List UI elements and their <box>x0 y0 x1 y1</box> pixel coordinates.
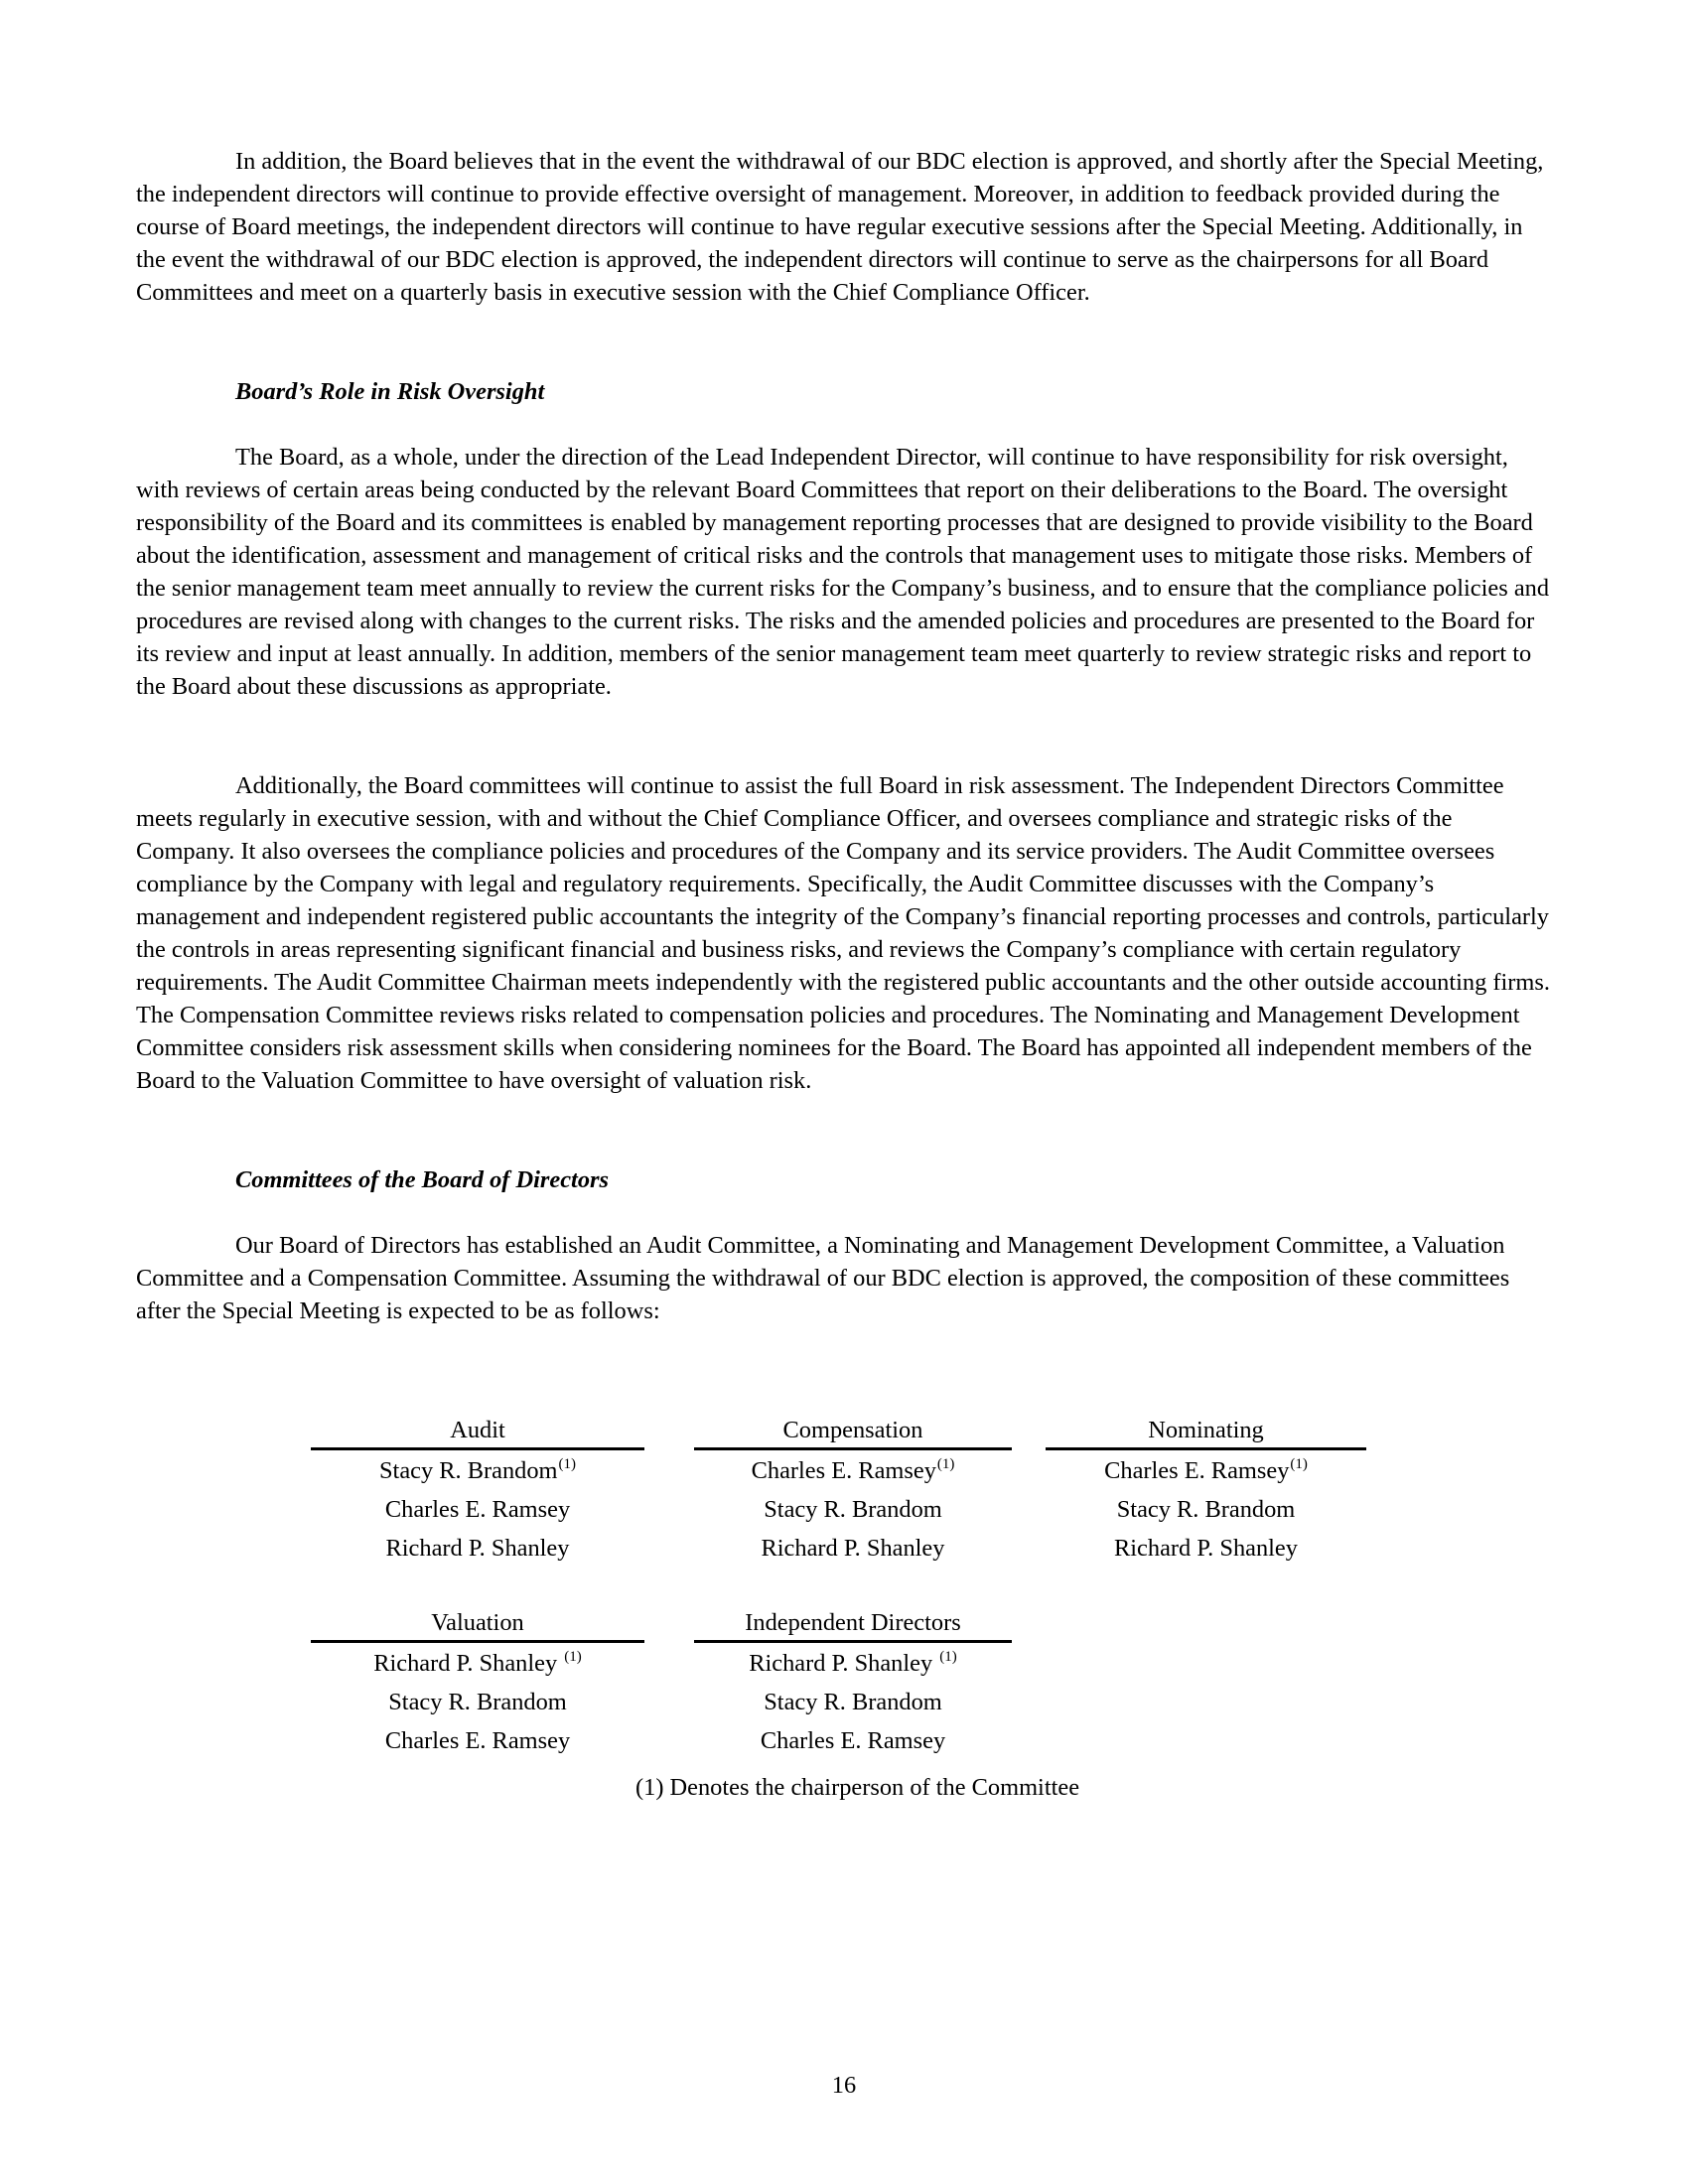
committee-member: Richard P. Shanley <box>761 1535 945 1562</box>
heading-risk-oversight: Board’s Role in Risk Oversight <box>235 378 545 405</box>
committee-member-chair: Richard P. Shanley $^{(1)}$ <box>749 1649 957 1677</box>
page-number: 16 <box>831 2072 857 2099</box>
committee-member-chair: Charles E. Ramsey$^{(1)}$ <box>1104 1456 1308 1484</box>
chair-footnote-marker: (1) <box>558 1456 577 1472</box>
committee-member: Stacy R. Brandom <box>388 1689 567 1715</box>
committee-member: Charles E. Ramsey <box>384 1727 571 1754</box>
chair-footnote-marker: (1) <box>936 1456 955 1472</box>
paragraph-board-oversight: In addition, the Board believes that in the event the withdrawal of our BDC election is approved, and shortly after the Special Meeting, the independent directors will continue to provide effective oversight of management. Moreover, in addition to feedback provided during the course of Board meetings, the independent directors will continue to have regular executive sessions after the Special Meeting. Additionally, in the event the withdrawal of our BDC election is approved, the independent directors will continue to serve as the chairpersons for all Board Committees and meet on a quarterly basis in executive session with the Chief Compliance Officer. <box>136 148 1544 306</box>
committee-audit <box>311 1414 644 1567</box>
chair-footnote-marker: (1) <box>564 1649 582 1665</box>
footnote-chairperson: (1) Denotes the chairperson of the Committee <box>635 1774 1080 1801</box>
committee-member-chair: Stacy R. Brandom$^{(1)}$ <box>378 1456 577 1484</box>
committee-title: Compensation <box>694 1414 1012 1450</box>
committee-member: Charles E. Ramsey <box>384 1496 571 1523</box>
heading-committees: Committees of the Board of Directors <box>235 1166 610 1193</box>
committee-compensation <box>694 1414 1012 1567</box>
committee-member-chair: Charles E. Ramsey$^{(1)}$ <box>751 1456 955 1484</box>
committee-member: Stacy R. Brandom <box>764 1496 942 1523</box>
committee-member: Charles E. Ramsey <box>760 1727 946 1754</box>
committee-member: Stacy R. Brandom <box>764 1689 942 1715</box>
committee-independent-directors <box>694 1606 1012 1759</box>
chair-footnote-marker: (1) <box>939 1649 957 1665</box>
committee-title: Audit <box>311 1414 644 1450</box>
committee-member: Richard P. Shanley <box>1114 1535 1298 1562</box>
committee-valuation <box>311 1606 644 1759</box>
committee-title: Independent Directors <box>694 1606 1012 1643</box>
committee-nominating <box>1046 1414 1366 1567</box>
chair-footnote-marker: (1) <box>1290 1456 1308 1472</box>
paragraph-risk-oversight: The Board, as a whole, under the direction of the Lead Independent Director, will continue to have responsibility for risk oversight, with reviews of certain areas being conducted by the relevant Board Committees that report on their deliberations to the Board. The oversight responsibility of the Board and its committees is enabled by management reporting processes that are designed to provide visibility to the Board about the identification, assessment and management of critical risks and the controls that management uses to mitigate those risks. Members of the senior management team meet annually to review the current risks for the Company’s business, and to ensure that the compliance policies and procedures are revised along with changes to the current risks. The risks and the amended policies and procedures are presented to the Board for its review and input at least annually. In addition, members of the senior management team meet quarterly to review strategic risks and report to the Board about these discussions as appropriate. <box>136 444 1550 700</box>
committee-title: Valuation <box>311 1606 644 1643</box>
committee-member-chair: Richard P. Shanley $^{(1)}$ <box>373 1649 582 1677</box>
committee-member: Stacy R. Brandom <box>1116 1496 1296 1523</box>
committee-member: Richard P. Shanley <box>385 1535 570 1562</box>
paragraph-committees-intro: Our Board of Directors has established an Audit Committee, a Nominating and Management Development Committee, a Valuation Committee and a Compensation Committee. Assuming the withdrawal of our BDC election is approved, the composition of these committees after the Special Meeting is expected to be as follows: <box>136 1232 1510 1324</box>
committee-title: Nominating <box>1046 1414 1366 1450</box>
paragraph-committee-risk: Additionally, the Board committees will continue to assist the full Board in risk assessment. The Independent Directors Committee meets regularly in executive session, with and without the Chief Compliance Officer, and oversees compliance and strategic risks of the Company. It also oversees the compliance policies and procedures of the Company and its service providers. The Audit Committee oversees compliance by the Company with legal and regulatory requirements. Specifically, the Audit Committee discusses with the Company’s management and independent registered public accountants the integrity of the Company’s financial reporting processes and controls, particularly the controls in areas representing significant financial and business risks, and reviews the Company’s compliance with certain regulatory requirements. The Audit Committee Chairman meets independently with the registered public accountants and the other outside accounting firms. The Compensation Committee reviews risks related to compensation policies and procedures. The Nominating and Management Development Committee considers risk assessment skills when considering nominees for the Board. The Board has appointed all independent members of the Board to the Valuation Committee to have oversight of valuation risk. <box>136 772 1550 1094</box>
